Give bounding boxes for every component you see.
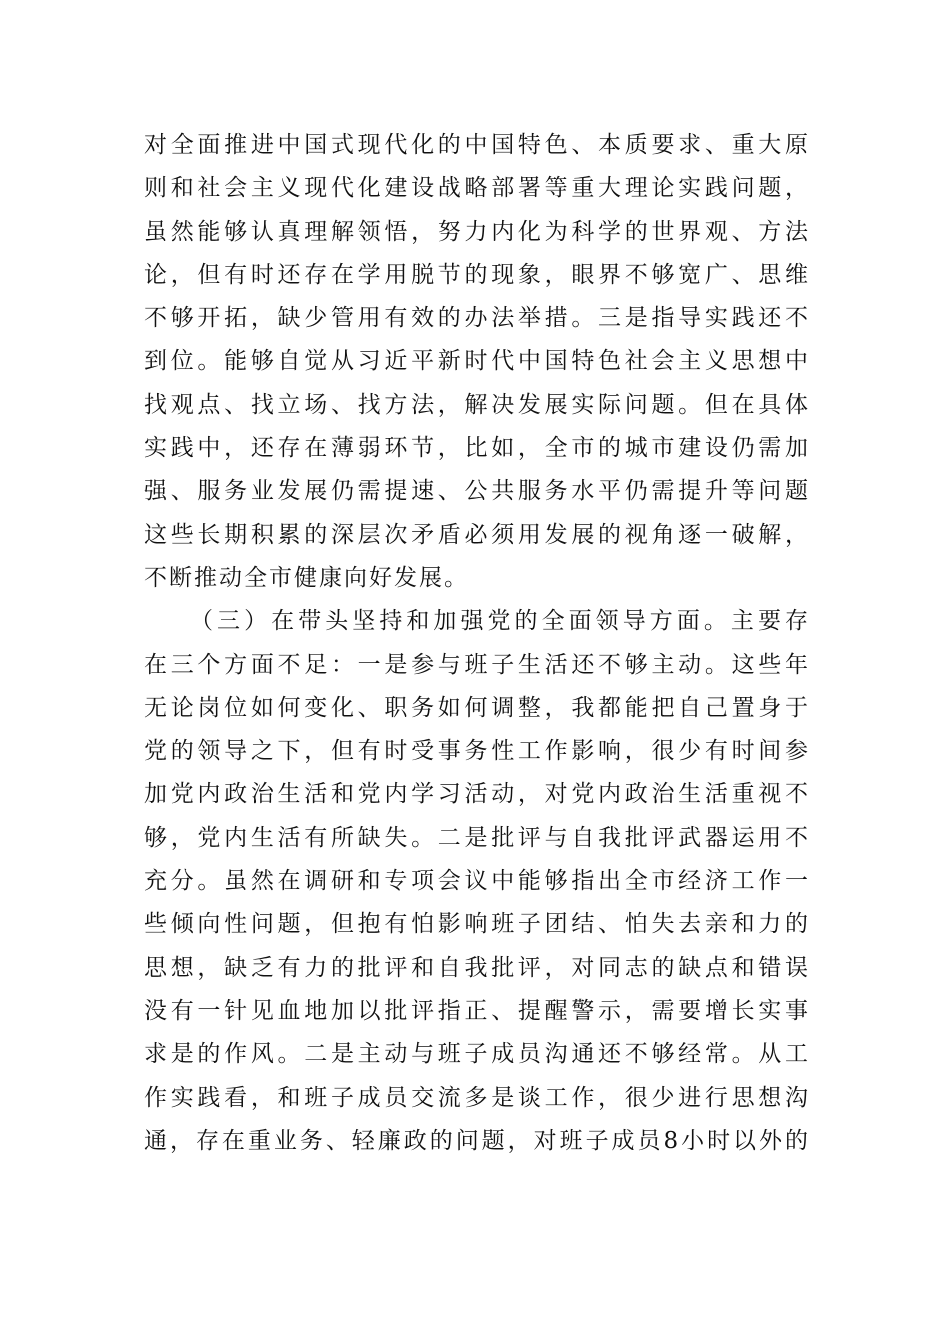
document-body bbox=[144, 124, 810, 1163]
text-line: 无论岗位如何变化、职务如何调整，我都能把自己置身于 bbox=[144, 694, 810, 721]
text-line: 些倾向性问题，但抱有怕影响班子团结、怕失去亲和力的 bbox=[144, 911, 810, 938]
text-line: 对全面推进中国式现代化的中国特色、本质要求、重大原 bbox=[144, 132, 810, 158]
text-line: 不够开拓，缺少管用有效的办法举措。三是指导实践还不 bbox=[144, 305, 810, 332]
text-line: 够，党内生活有所缺失。二是批评与自我批评武器运用不 bbox=[144, 824, 810, 851]
text-line: 充分。虽然在调研和专项会议中能够指出全市经济工作一 bbox=[144, 868, 810, 895]
text-line: 思想，缺乏有力的批评和自我批评，对同志的缺点和错误 bbox=[144, 954, 810, 981]
text-line: 虽然能够认真理解领悟，努力内化为科学的世界观、方法 bbox=[144, 218, 810, 245]
text-line: 论，但有时还存在学用脱节的现象，眼界不够宽广、思维 bbox=[144, 261, 810, 288]
text-line: 实践中，还存在薄弱环节，比如，全市的城市建设仍需加 bbox=[144, 435, 810, 462]
text-line: 加党内政治生活和党内学习活动，对党内政治生活重视不 bbox=[144, 781, 810, 808]
paragraph-end-line: 不断推动全市健康向好发展。 bbox=[144, 564, 469, 591]
text-line: 强、服务业发展仍需提速、公共服务水平仍需提升等问题 bbox=[144, 478, 810, 505]
section-heading-line: （三）在带头坚持和加强党的全面领导方面。主要存 bbox=[190, 608, 810, 635]
text-line: 通，存在重业务、轻廉政的问题，对班子成员8小时以外的 bbox=[144, 1127, 810, 1154]
text-line: 作实践看，和班子成员交流多是谈工作，很少进行思想沟 bbox=[144, 1084, 810, 1111]
text-line: 没有一针见血地加以批评指正、提醒警示，需要增长实事 bbox=[144, 997, 810, 1024]
text-line: 这些长期积累的深层次矛盾必须用发展的视角逐一破解， bbox=[144, 521, 810, 548]
text-line: 党的领导之下，但有时受事务性工作影响，很少有时间参 bbox=[144, 738, 810, 765]
text-line: 找观点、找立场、找方法，解决发展实际问题。但在具体 bbox=[144, 391, 810, 418]
text-line: 在三个方面不足：一是参与班子生活还不够主动。这些年 bbox=[144, 651, 810, 678]
text-line: 到位。能够自觉从习近平新时代中国特色社会主义思想中 bbox=[144, 348, 810, 375]
text-line: 求是的作风。二是主动与班子成员沟通还不够经常。从工 bbox=[144, 1041, 810, 1068]
text-line: 则和社会主义现代化建设战略部署等重大理论实践问题， bbox=[144, 175, 810, 202]
